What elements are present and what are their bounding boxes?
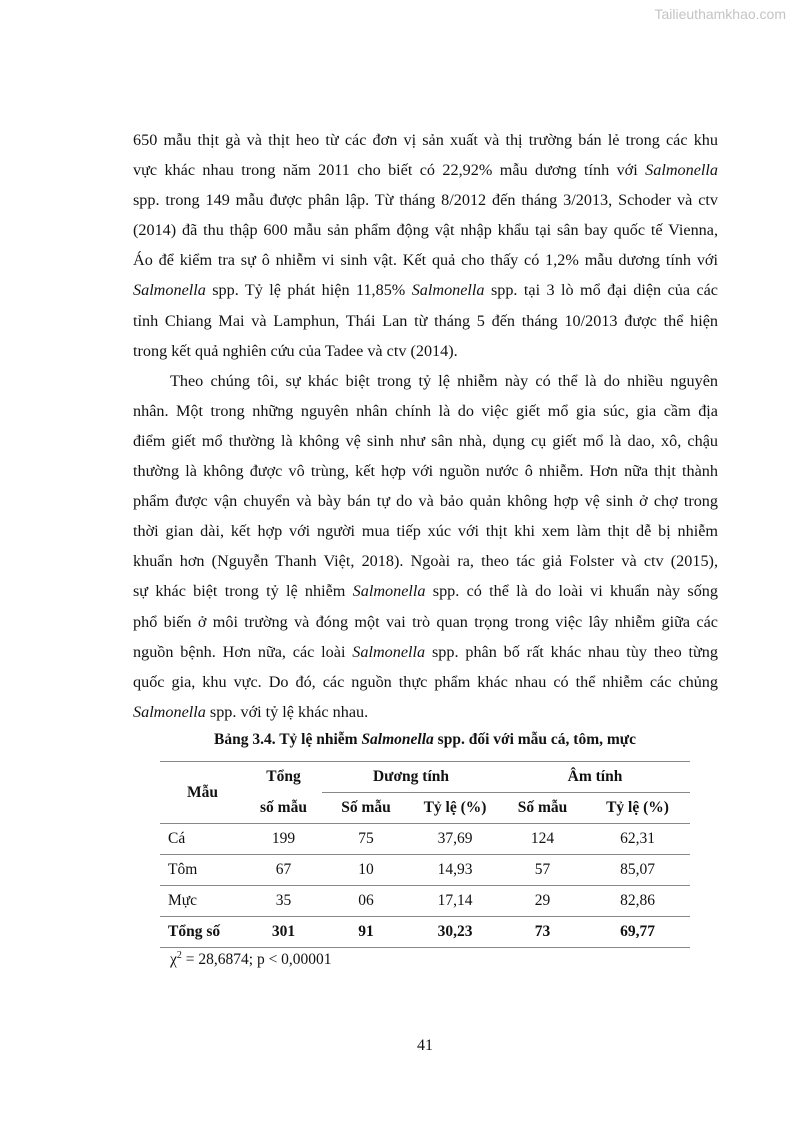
table-row [160, 886, 690, 917]
text-segment: spp. có thể là do loài vi khuẩn này sống [425, 582, 718, 601]
text-line [133, 155, 718, 185]
text-line [133, 667, 718, 697]
table-cell: 06 [322, 886, 410, 917]
table-cell: 91 [322, 917, 410, 948]
header-neg-count: Số mẫu [500, 793, 585, 824]
text-segment: phổ biến ở môi trường và đóng một vai trò quan trọng trong việc lây nhiễm giữa các [133, 612, 718, 631]
italic-term: Salmonella [352, 582, 426, 601]
header-negative: Âm tính [500, 762, 690, 793]
text-segment: spp. Tỷ lệ phát hiện 11,85% [205, 281, 412, 300]
text-segment: (2014) đã thu thập 600 mẫu sản phẩm động vật nhập khẩu tại sân bay quốc tế Vienna, [133, 221, 718, 240]
text-segment: tỉnh Chiang Mai và Lamphun, Thái Lan từ tháng 5 đến tháng 10/2013 được thể hiện [133, 311, 718, 330]
text-segment: nhân. Một trong những nguyên nhân chính là do việc giết mổ gia súc, gia cầm địa [133, 401, 718, 420]
text-line [133, 366, 718, 396]
table-cell: 57 [500, 855, 585, 886]
table-cell: 67 [245, 855, 322, 886]
text-line [133, 546, 718, 576]
text-segment: phẩm được vận chuyển và bày bán tự do và bảo quản không hợp vệ sinh ở chợ trong [133, 492, 718, 511]
table-row [160, 824, 690, 855]
text-segment: thường là không được vô trùng, kết hợp với nguồn nước ô nhiễm. Hơn nữa thịt thành [133, 462, 718, 481]
text-segment: 650 mẫu thịt gà và thịt heo từ các đơn vị sản xuất và thị trường bán lẻ trong các khu [133, 131, 718, 149]
text-line [133, 336, 718, 366]
caption-italic: Salmonella [361, 731, 434, 748]
text-segment: spp. phân bố rất khác nhau tùy theo từng [425, 642, 718, 661]
text-segment: nguồn bệnh. Hơn nữa, các loài [133, 642, 353, 661]
table-cell: 29 [500, 886, 585, 917]
table-row [160, 917, 690, 948]
table-cell: 17,14 [410, 886, 500, 917]
text-segment: Áo để kiểm tra sự ô nhiễm vi sinh vật. Kết quả cho thấy có 1,2% mẫu dương tính với [133, 251, 718, 270]
caption-text: Bảng 3.4. Tỷ lệ nhiễm [214, 731, 362, 748]
text-segment: sự khác biệt trong tỷ lệ nhiễm [133, 582, 353, 601]
header-pos-rate: Tỷ lệ (%) [410, 793, 500, 824]
text-line [133, 637, 718, 667]
table-cell: 62,31 [585, 824, 690, 855]
header-pos-count: Số mẫu [322, 793, 410, 824]
text-line [133, 125, 718, 155]
header-total-1: Tổng [245, 762, 322, 793]
body-text [133, 125, 718, 727]
text-line [133, 576, 718, 606]
text-line [133, 607, 718, 637]
table-cell: 75 [322, 824, 410, 855]
text-segment: điểm giết mổ thường là không vệ sinh như sân nhà, dụng cụ giết mổ là dao, xô, chậu [133, 431, 718, 450]
text-segment: trong kết quả nghiên cứu của Tadee và ctv (2014). [133, 341, 458, 360]
table-cell: 85,07 [585, 855, 690, 886]
text-line [133, 396, 718, 426]
table-cell: 30,23 [410, 917, 500, 948]
italic-term: Salmonella [133, 281, 206, 300]
text-segment: spp. trong 149 mẫu được phân lập. Từ tháng 8/2012 đến tháng 3/2013, Schoder và ctv [133, 191, 718, 210]
table-cell: Tôm [160, 855, 245, 886]
watermark: Tailieuthamkhao.com [654, 6, 786, 22]
header-positive: Dương tính [322, 762, 500, 793]
table-caption [150, 731, 700, 749]
text-line [133, 426, 718, 456]
text-segment: quốc gia, khu vực. Do đó, các nguồn thực phẩm khác nhau có thể nhiễm các chủng [133, 672, 718, 691]
table-cell: 82,86 [585, 886, 690, 917]
table-cell: 199 [245, 824, 322, 855]
italic-term: Salmonella [645, 161, 718, 180]
caption-text: spp. đối với mẫu cá, tôm, mực [433, 731, 636, 748]
table-cell: 301 [245, 917, 322, 948]
text-segment: vực khác nhau trong năm 2011 cho biết có 22,92% mẫu dương tính với [133, 161, 646, 180]
table-row [160, 855, 690, 886]
italic-term: Salmonella [133, 702, 206, 721]
table-cell: 37,69 [410, 824, 500, 855]
text-line [133, 306, 718, 336]
italic-term: Salmonella [352, 642, 426, 661]
text-line [133, 185, 718, 215]
table-cell: Cá [160, 824, 245, 855]
italic-term: Salmonella [411, 281, 485, 300]
text-line [133, 486, 718, 516]
text-line [133, 516, 718, 546]
text-line [133, 697, 718, 727]
superscript: 2 [176, 950, 182, 961]
text-line [133, 245, 718, 275]
table-cell: 73 [500, 917, 585, 948]
text-line [133, 456, 718, 486]
table-cell: Tổng số [160, 917, 245, 948]
table-cell: 14,93 [410, 855, 500, 886]
chi-symbol: χ [170, 951, 177, 969]
table-cell: Mực [160, 886, 245, 917]
text-segment: spp. tại 3 lò mổ đại diện của các [484, 281, 718, 300]
header-sample: Mẫu [160, 762, 245, 824]
text-segment: thời gian dài, kết hợp với người mua tiếp xúc với thịt khi xem làm thịt dễ bị nhiễm [133, 522, 718, 541]
table-cell: 69,77 [585, 917, 690, 948]
header-neg-rate: Tỷ lệ (%) [585, 793, 690, 824]
table-footnote [170, 950, 332, 969]
text-segment: Theo chúng tôi, sự khác biệt trong tỷ lệ nhiễm này có thể là do nhiều nguyên [170, 371, 718, 390]
text-segment: spp. với tỷ lệ khác nhau. [205, 702, 369, 721]
table-cell: 35 [245, 886, 322, 917]
text-line [133, 215, 718, 245]
footnote-text: = 28,6874; p < 0,00001 [181, 951, 332, 969]
page-number: 41 [417, 1037, 433, 1054]
text-segment: khuẩn hơn (Nguyễn Thanh Việt, 2018). Ngoài ra, theo tác giả Folster và ctv (2015), [133, 552, 718, 571]
table-cell: 10 [322, 855, 410, 886]
header-total-2: số mẫu [245, 793, 322, 824]
table-cell: 124 [500, 824, 585, 855]
text-line [133, 275, 718, 305]
results-table [160, 761, 690, 948]
